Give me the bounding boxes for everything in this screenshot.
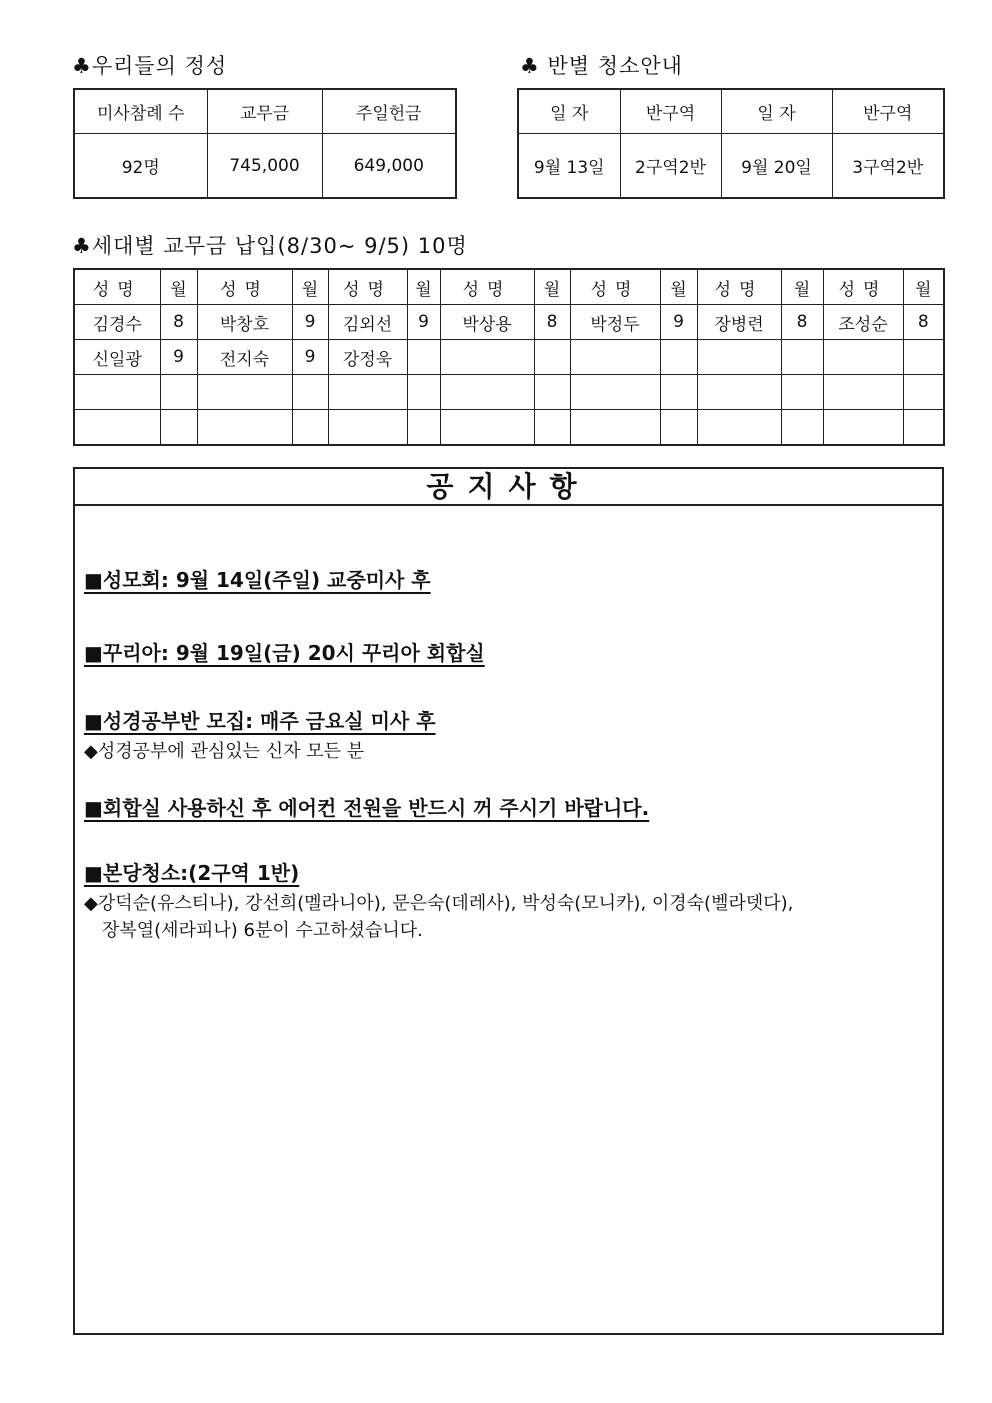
dues-name-cell xyxy=(328,375,407,410)
cleaning-group-value: 3구역2반 xyxy=(832,134,944,199)
dues-name-header: 성명 xyxy=(570,269,660,305)
dues-month-cell xyxy=(903,340,944,375)
notice-subitem-bible-study: ◆성경공부에 관심있는 신자 모든 분 xyxy=(84,741,365,762)
offerings-value-sunday-offering: 649,000 xyxy=(322,134,456,199)
offerings-header-dues: 교무금 xyxy=(207,89,322,134)
dues-month-cell: 8 xyxy=(781,305,823,340)
dues-row xyxy=(74,305,944,340)
dues-name-header: 성명 xyxy=(440,269,534,305)
dues-name-cell xyxy=(440,375,534,410)
dues-name-header: 성명 xyxy=(74,269,160,305)
cleaning-header-date: 일 자 xyxy=(721,89,832,134)
dues-month-header: 월 xyxy=(292,269,328,305)
dues-name-cell xyxy=(570,410,660,446)
dues-month-cell xyxy=(534,375,570,410)
dues-name-header: 성명 xyxy=(697,269,781,305)
dues-name-cell: 박상용 xyxy=(440,305,534,340)
dues-month-cell: 9 xyxy=(660,305,697,340)
dues-name-cell xyxy=(197,375,292,410)
dues-month-header: 월 xyxy=(407,269,440,305)
cleaning-group-value: 2구역2반 xyxy=(620,134,721,199)
dues-month-cell xyxy=(660,410,697,446)
dues-name-cell xyxy=(823,375,903,410)
dues-name-cell: 박창호 xyxy=(197,305,292,340)
dues-row xyxy=(74,410,944,446)
dues-name-cell xyxy=(328,410,407,446)
notice-subitem-cleaners-cont: 장복열(세라피나) 6분이 수고하셨습니다. xyxy=(102,920,423,941)
notice-item-meeting-room: ■회합실 사용하신 후 에어컨 전원을 반드시 꺼 주시기 바랍니다. xyxy=(84,796,650,820)
dues-name-cell xyxy=(197,410,292,446)
dues-name-cell: 조성순 xyxy=(823,305,903,340)
dues-name-cell: 박정두 xyxy=(570,305,660,340)
offerings-value-dues: 745,000 xyxy=(207,134,322,199)
dues-month-cell: 8 xyxy=(903,305,944,340)
dues-table xyxy=(73,268,945,446)
cleaning-header-group: 반구역 xyxy=(832,89,944,134)
dues-month-header: 월 xyxy=(660,269,697,305)
dues-name-cell xyxy=(570,340,660,375)
cleaning-date-value: 9월 13일 xyxy=(518,134,620,199)
dues-month-cell: 9 xyxy=(292,340,328,375)
dues-month-cell xyxy=(407,375,440,410)
cleaning-table xyxy=(517,88,945,199)
offerings-value-attendance: 92명 xyxy=(74,134,207,199)
dues-name-cell: 장병련 xyxy=(697,305,781,340)
dues-name-cell xyxy=(697,340,781,375)
dues-name-cell xyxy=(74,410,160,446)
notice-box xyxy=(73,467,944,1335)
offerings-heading: ♣우리들의 정성 xyxy=(72,54,228,78)
dues-month-cell xyxy=(292,375,328,410)
dues-name-cell xyxy=(823,340,903,375)
notice-title: 공지사항 xyxy=(75,469,942,506)
dues-name-cell xyxy=(440,410,534,446)
dues-row xyxy=(74,375,944,410)
dues-month-cell xyxy=(781,375,823,410)
notice-item-mothers-meeting: ■성모회: 9월 14일(주일) 교중미사 후 xyxy=(84,568,431,592)
dues-month-cell xyxy=(660,375,697,410)
dues-name-cell: 김경수 xyxy=(74,305,160,340)
dues-month-header: 월 xyxy=(903,269,944,305)
dues-month-cell xyxy=(903,375,944,410)
dues-row xyxy=(74,340,944,375)
offerings-table xyxy=(73,88,457,199)
cleaning-header-date: 일 자 xyxy=(518,89,620,134)
dues-heading: ♣세대별 교무금 납입(8/30~ 9/5) 10명 xyxy=(72,234,468,258)
dues-month-header: 월 xyxy=(160,269,197,305)
offerings-header-sunday-offering: 주일헌금 xyxy=(322,89,456,134)
dues-name-cell xyxy=(570,375,660,410)
dues-month-cell: 9 xyxy=(407,305,440,340)
dues-name-cell: 강정욱 xyxy=(328,340,407,375)
dues-name-cell xyxy=(697,375,781,410)
cleaning-date-value: 9월 20일 xyxy=(721,134,832,199)
dues-month-cell xyxy=(534,340,570,375)
dues-name-cell: 전지숙 xyxy=(197,340,292,375)
dues-name-cell xyxy=(440,340,534,375)
notice-subitem-cleaners: ◆강덕순(유스티나), 강선희(멜라니아), 문은숙(데레사), 박성숙(모니카), 이경숙(벨라뎃다), xyxy=(84,893,794,914)
dues-month-cell xyxy=(660,340,697,375)
dues-month-header: 월 xyxy=(781,269,823,305)
dues-month-cell: 9 xyxy=(292,305,328,340)
dues-name-cell xyxy=(74,375,160,410)
notice-item-curia: ■꾸리아: 9월 19일(금) 20시 꾸리아 회합실 xyxy=(84,641,485,665)
dues-month-cell: 9 xyxy=(160,340,197,375)
cleaning-heading: ♣ 반별 청소안내 xyxy=(520,54,683,78)
dues-month-cell xyxy=(160,410,197,446)
dues-month-header: 월 xyxy=(534,269,570,305)
dues-name-header: 성명 xyxy=(823,269,903,305)
dues-name-cell xyxy=(823,410,903,446)
dues-name-header: 성명 xyxy=(328,269,407,305)
dues-month-cell xyxy=(292,410,328,446)
dues-name-header: 성명 xyxy=(197,269,292,305)
dues-month-cell: 8 xyxy=(534,305,570,340)
dues-name-cell: 김외선 xyxy=(328,305,407,340)
cleaning-header-group: 반구역 xyxy=(620,89,721,134)
dues-month-cell xyxy=(407,340,440,375)
dues-month-cell xyxy=(407,410,440,446)
dues-month-cell: 8 xyxy=(160,305,197,340)
dues-month-cell xyxy=(781,340,823,375)
dues-month-cell xyxy=(160,375,197,410)
dues-month-cell xyxy=(534,410,570,446)
dues-name-cell: 신일광 xyxy=(74,340,160,375)
dues-name-cell xyxy=(697,410,781,446)
offerings-header-attendance: 미사참례 수 xyxy=(74,89,207,134)
notice-item-church-cleaning: ■본당청소:(2구역 1반) xyxy=(84,861,300,885)
dues-month-cell xyxy=(903,410,944,446)
notice-item-bible-study: ■성경공부반 모집: 매주 금요실 미사 후 xyxy=(84,709,436,733)
dues-month-cell xyxy=(781,410,823,446)
